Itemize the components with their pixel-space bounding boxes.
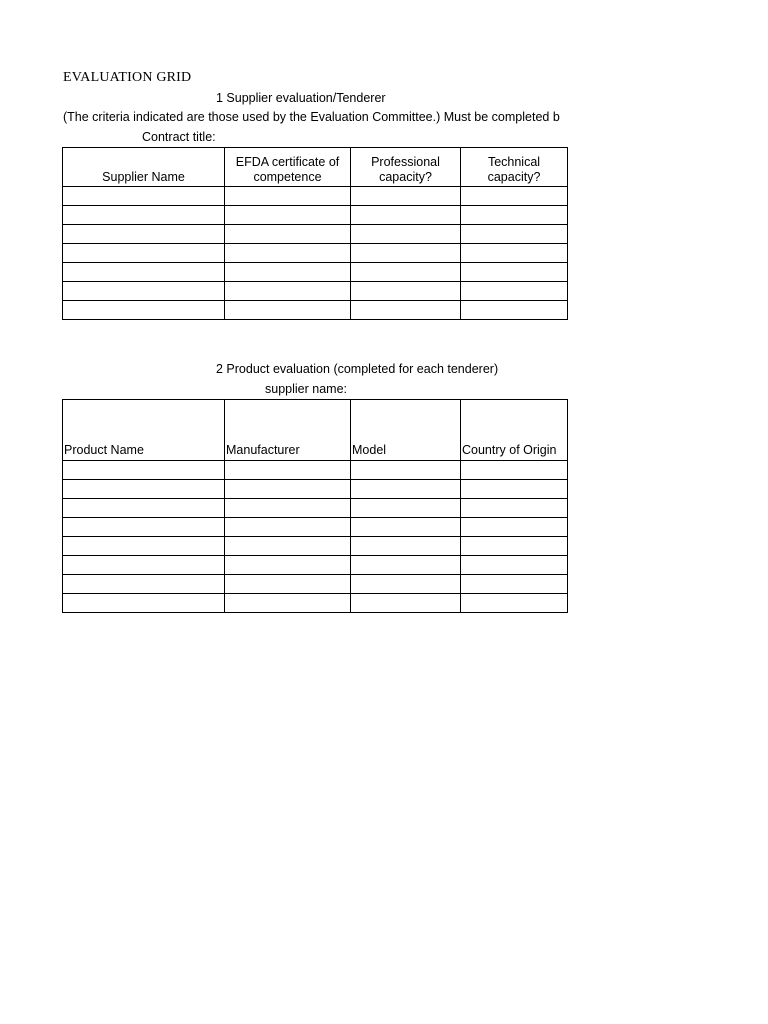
table-cell[interactable] xyxy=(225,556,351,575)
section1-heading: 1 Supplier evaluation/Tenderer xyxy=(216,91,386,105)
table-cell[interactable] xyxy=(225,225,351,244)
table-row xyxy=(63,575,568,594)
table-cell[interactable] xyxy=(461,263,568,282)
table-cell[interactable] xyxy=(63,225,225,244)
section1-note: (The criteria indicated are those used by the Evaluation Committee.) Must be completed b xyxy=(63,110,560,124)
table-cell[interactable] xyxy=(351,244,461,263)
table-cell[interactable] xyxy=(351,461,461,480)
table-cell[interactable] xyxy=(225,461,351,480)
table-cell[interactable] xyxy=(63,244,225,263)
table-cell[interactable] xyxy=(461,282,568,301)
table-cell[interactable] xyxy=(351,594,461,613)
table-row xyxy=(63,499,568,518)
table-cell[interactable] xyxy=(351,575,461,594)
table-cell[interactable] xyxy=(461,537,568,556)
table-cell[interactable] xyxy=(351,282,461,301)
table-row xyxy=(63,537,568,556)
table-cell[interactable] xyxy=(225,537,351,556)
table-cell[interactable] xyxy=(63,263,225,282)
supplier-name-label: supplier name: xyxy=(265,382,347,396)
table-cell[interactable] xyxy=(63,187,225,206)
table-cell[interactable] xyxy=(351,301,461,320)
table-cell[interactable] xyxy=(351,206,461,225)
table-cell[interactable] xyxy=(63,301,225,320)
column-header-model: Model xyxy=(351,400,461,461)
table-cell[interactable] xyxy=(351,263,461,282)
table-cell[interactable] xyxy=(63,499,225,518)
table-cell[interactable] xyxy=(351,225,461,244)
table-cell[interactable] xyxy=(63,518,225,537)
table-cell[interactable] xyxy=(63,575,225,594)
table-cell[interactable] xyxy=(351,537,461,556)
table-cell[interactable] xyxy=(225,480,351,499)
table-row xyxy=(63,206,568,225)
table-cell[interactable] xyxy=(461,594,568,613)
table-cell[interactable] xyxy=(461,518,568,537)
table-cell[interactable] xyxy=(351,480,461,499)
table-cell[interactable] xyxy=(461,225,568,244)
table-cell[interactable] xyxy=(461,556,568,575)
table-row xyxy=(63,263,568,282)
table-cell[interactable] xyxy=(461,461,568,480)
contract-title-label: Contract title: xyxy=(142,130,216,144)
table-cell[interactable] xyxy=(461,575,568,594)
column-header-manufacturer: Manufacturer xyxy=(225,400,351,461)
column-header-country-of-origin: Country of Origin xyxy=(461,400,568,461)
table-cell[interactable] xyxy=(225,282,351,301)
table-cell[interactable] xyxy=(225,187,351,206)
table-cell[interactable] xyxy=(351,499,461,518)
table-cell[interactable] xyxy=(461,244,568,263)
column-header-technical-capacity: Technical capacity? xyxy=(461,148,568,187)
table-row xyxy=(63,556,568,575)
table-cell[interactable] xyxy=(225,301,351,320)
table-row xyxy=(63,282,568,301)
table-cell[interactable] xyxy=(461,301,568,320)
table-cell[interactable] xyxy=(351,556,461,575)
table-cell[interactable] xyxy=(225,206,351,225)
table-cell[interactable] xyxy=(461,187,568,206)
table-cell[interactable] xyxy=(63,594,225,613)
table-row xyxy=(63,518,568,537)
table-row xyxy=(63,244,568,263)
product-evaluation-table xyxy=(62,399,568,613)
table-header-row xyxy=(63,400,568,461)
table-cell[interactable] xyxy=(461,480,568,499)
table-cell[interactable] xyxy=(225,244,351,263)
table-cell[interactable] xyxy=(63,206,225,225)
column-header-professional-capacity: Professional capacity? xyxy=(351,148,461,187)
table-row xyxy=(63,187,568,206)
table-cell[interactable] xyxy=(225,263,351,282)
table-row xyxy=(63,301,568,320)
document-title: EVALUATION GRID xyxy=(63,70,192,85)
table-cell[interactable] xyxy=(63,556,225,575)
table-cell[interactable] xyxy=(63,537,225,556)
table-cell[interactable] xyxy=(225,575,351,594)
table-cell[interactable] xyxy=(351,187,461,206)
table-cell[interactable] xyxy=(225,594,351,613)
table-cell[interactable] xyxy=(225,499,351,518)
section2-heading: 2 Product evaluation (completed for each tenderer) xyxy=(216,362,499,376)
column-header-efda-certificate: EFDA certificate of competence xyxy=(225,148,351,187)
table-cell[interactable] xyxy=(351,518,461,537)
table-cell[interactable] xyxy=(461,499,568,518)
table-cell[interactable] xyxy=(63,461,225,480)
table-cell[interactable] xyxy=(225,518,351,537)
table-row xyxy=(63,594,568,613)
table-row xyxy=(63,225,568,244)
column-header-product-name: Product Name xyxy=(63,400,225,461)
table-cell[interactable] xyxy=(461,206,568,225)
table-cell[interactable] xyxy=(63,282,225,301)
table-row xyxy=(63,480,568,499)
supplier-evaluation-table xyxy=(62,147,568,320)
table-row xyxy=(63,461,568,480)
table-header-row xyxy=(63,148,568,187)
column-header-supplier-name: Supplier Name xyxy=(63,148,225,187)
table-cell[interactable] xyxy=(63,480,225,499)
